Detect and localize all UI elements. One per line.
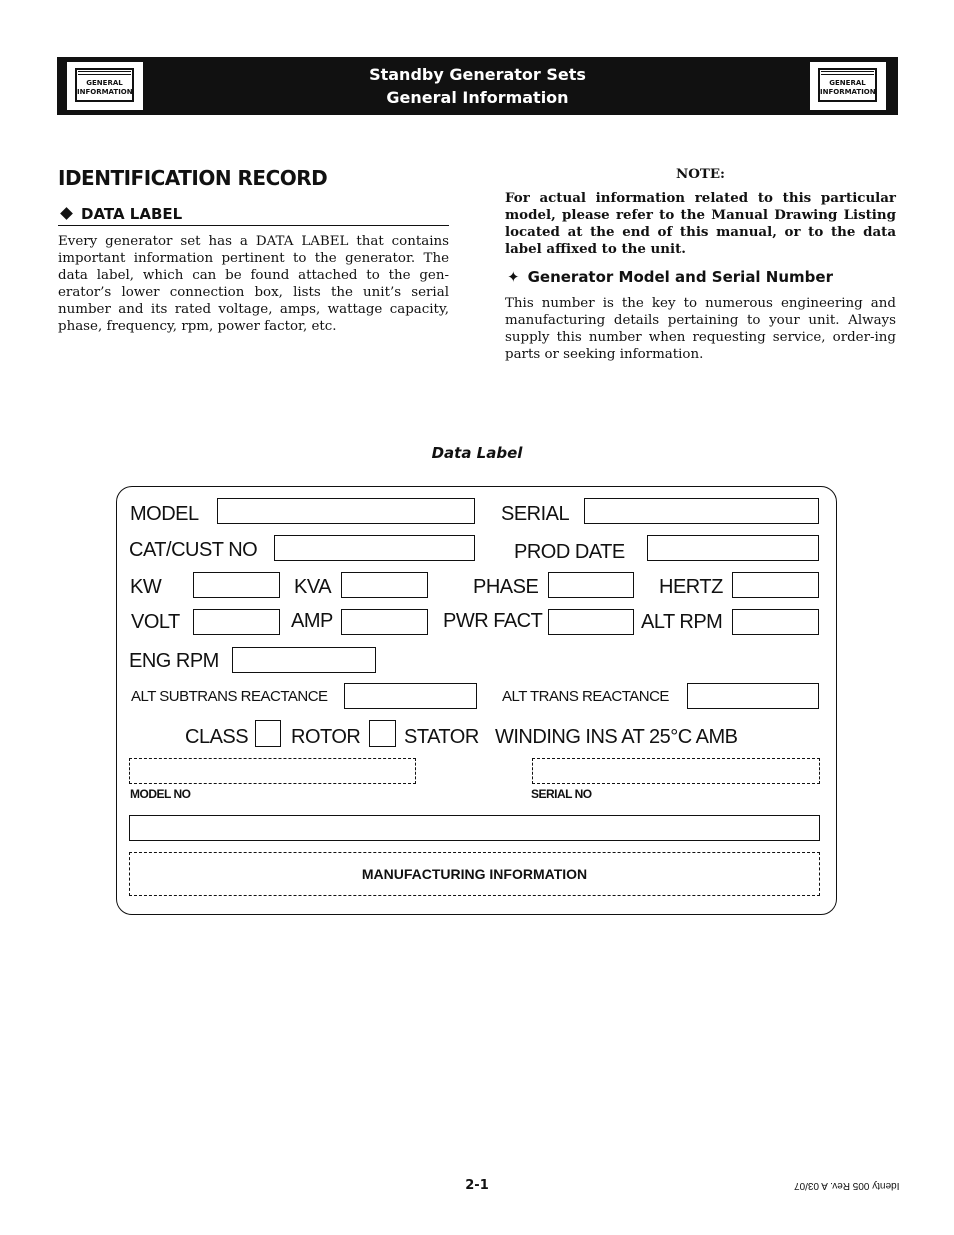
model-label: MODEL — [130, 503, 199, 525]
serial-field — [584, 498, 819, 524]
diamond-bullet-icon — [60, 207, 73, 220]
alt-rpm-label: ALT RPM — [641, 611, 723, 633]
rotor-label: ROTOR — [291, 726, 361, 748]
kva-field — [341, 572, 428, 598]
class-rotor-box — [255, 720, 281, 747]
header-title-line1: Standby Generator Sets — [369, 65, 586, 84]
amp-field — [341, 609, 428, 635]
star-bullet-icon: ✦ — [507, 268, 520, 286]
note-body: For actual information related to this particular model, please refer to the Manual Drawing Listing located at the end of this manual, or to the data label affixed to the unit. — [505, 190, 896, 257]
pwr-fact-label: PWR FACT — [443, 610, 543, 632]
alt-subtrans-reactance-field — [344, 683, 477, 709]
manufacturing-information-label: MANUFACTURING INFORMATION — [361, 866, 588, 882]
note-heading: NOTE: — [675, 166, 726, 182]
kva-label: KVA — [294, 576, 332, 598]
data-label-paragraph: Every generator set has a DATA LABEL that contains important information pertinent to the generator. The data label, which can be found attached to the gen-erator’s lower connection box, lists the unit’s serial number and its rated voltage, amps, wattage capacity, phase, frequency, rpm, power factor, etc. — [58, 234, 449, 334]
general-information-icon-right — [810, 62, 886, 110]
page-number: 2-1 — [465, 1178, 489, 1193]
cat-cust-no-field — [274, 535, 475, 561]
header-band — [57, 57, 898, 115]
model-serial-paragraph: This number is the key to numerous engineering and manufacturing details pertaining to your unit. Always supply this number when requesting service, order-ing parts or seeking information. — [505, 296, 896, 362]
cat-cust-no-label: CAT/CUST NO — [129, 539, 258, 561]
badge-line1: GENERAL — [86, 79, 123, 87]
model-serial-subheading — [507, 268, 833, 286]
model-field — [217, 498, 475, 524]
eng-rpm-field — [232, 647, 376, 673]
prod-date-field — [647, 535, 819, 561]
serial-label: SERIAL — [501, 503, 570, 525]
header-title — [57, 63, 898, 109]
volt-label: VOLT — [131, 611, 180, 633]
alt-subtrans-reactance-label: ALT SUBTRANS REACTANCE — [131, 688, 328, 705]
document-code: Identy 005 Rev. A 03/07 — [794, 1180, 900, 1191]
winding-ins-label: WINDING INS AT 25°C AMB — [495, 726, 738, 748]
data-label-figure — [116, 486, 837, 915]
phase-label: PHASE — [473, 576, 539, 598]
figure-caption: Data Label — [431, 444, 523, 462]
alt-trans-reactance-field — [687, 683, 819, 709]
prod-date-label: PROD DATE — [514, 541, 625, 563]
alt-rpm-field — [732, 609, 819, 635]
model-serial-subheading-text: Generator Model and Serial Number — [527, 268, 833, 286]
model-no-label: MODEL NO — [130, 787, 191, 801]
serial-no-area — [532, 758, 820, 784]
header-title-line2: General Information — [386, 88, 569, 107]
section-heading: IDENTIFICATION RECORD — [58, 166, 328, 190]
stator-label: STATOR — [404, 726, 479, 748]
long-field — [129, 815, 820, 841]
phase-field — [548, 572, 634, 598]
kw-field — [193, 572, 280, 598]
data-label-subheading-text: DATA LABEL — [81, 205, 183, 223]
eng-rpm-label: ENG RPM — [129, 650, 219, 672]
badge-line1: GENERAL — [829, 79, 866, 87]
alt-trans-reactance-label: ALT TRANS REACTANCE — [502, 688, 669, 705]
kw-label: KW — [130, 576, 162, 598]
amp-label: AMP — [291, 610, 333, 632]
pwr-fact-field — [548, 609, 634, 635]
manufacturing-information-area — [129, 852, 820, 896]
badge-line2: INFORMATION — [820, 88, 876, 96]
volt-field — [193, 609, 280, 635]
badge-line2: INFORMATION — [77, 88, 133, 96]
hertz-field — [732, 572, 819, 598]
model-no-area — [129, 758, 416, 784]
class-label: CLASS — [185, 726, 249, 748]
hertz-label: HERTZ — [659, 576, 723, 598]
serial-no-label: SERIAL NO — [531, 787, 592, 801]
data-label-subheading — [58, 205, 449, 226]
class-stator-box — [369, 720, 396, 747]
